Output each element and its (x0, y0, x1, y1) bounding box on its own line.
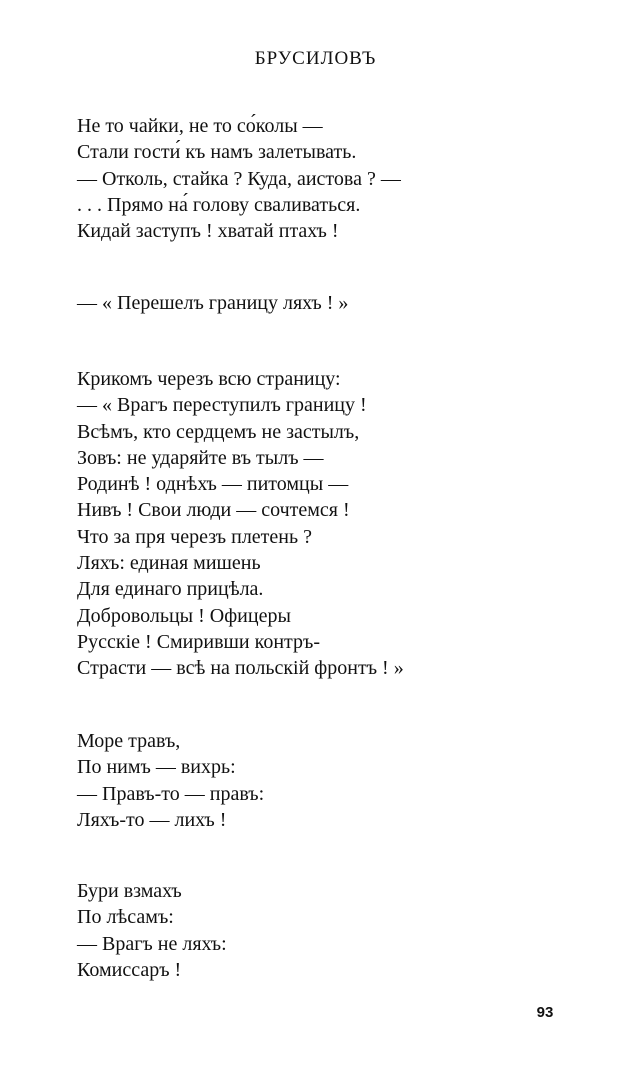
poem-line: По лѣсамъ: (77, 906, 174, 929)
poem-line: Что за пря черезъ плетень ? (77, 525, 312, 548)
poem-line: Нивъ ! Свои люди — сочтемся ! (77, 499, 350, 522)
stanza-2 (77, 290, 597, 316)
poem-line: Добровольцы ! Офицеры (77, 604, 291, 627)
stanza-1 (77, 113, 597, 244)
poem-line: Кидай заступъ ! хватай птахъ ! (77, 220, 339, 243)
poem-line: Русскіе ! Смиривши контръ- (77, 630, 321, 653)
poem-line: . . . Прямо на́ голову сваливаться. (77, 193, 361, 216)
poem-line: Для единаго прицѣла. (77, 578, 264, 601)
poem-line: Море травъ, (77, 730, 181, 752)
poem-line: Бури взмахъ (77, 880, 182, 902)
poem-line: Комиссаръ ! (77, 958, 182, 981)
poem-line: Страсти — всѣ на польскій фронтъ ! » (77, 657, 404, 680)
poem-line: Крикомъ черезъ всю страницу: (77, 368, 341, 390)
poem-line: Зовъ: не ударяйте въ тылъ — (77, 446, 324, 469)
poem-line: — Правъ-то — правъ: (77, 782, 265, 805)
poem-line: — Врагъ не ляхъ: (77, 932, 227, 955)
poem-line: — « Перешелъ границу ляхъ ! » (77, 292, 349, 314)
poem-line: — « Врагъ переступилъ границу ! (77, 394, 367, 417)
poem-line: По нимъ — вихрь: (77, 756, 236, 779)
poem-line: Ляхъ: единая мишень (77, 552, 261, 575)
poem-title: БРУСИЛОВЪ (254, 48, 377, 69)
poem-line: — Отколь, стайка ? Куда, аистова ? — (77, 167, 401, 190)
poem-line: Стали гости́ къ намъ залетывать. (77, 141, 357, 164)
poem-line: Всѣмъ, кто сердцемъ не застылъ, (77, 420, 360, 443)
poem-line: Ляхъ-то — лихъ ! (77, 808, 227, 831)
stanza-4 (77, 728, 597, 833)
stanza-3 (77, 366, 597, 682)
poem-line: Родинѣ ! однѣхъ — питомцы — (77, 473, 349, 496)
poem-line: Не то чайки, не то со́колы — (77, 115, 323, 137)
page-number: 93 (536, 1004, 554, 1021)
stanza-5 (77, 878, 597, 983)
